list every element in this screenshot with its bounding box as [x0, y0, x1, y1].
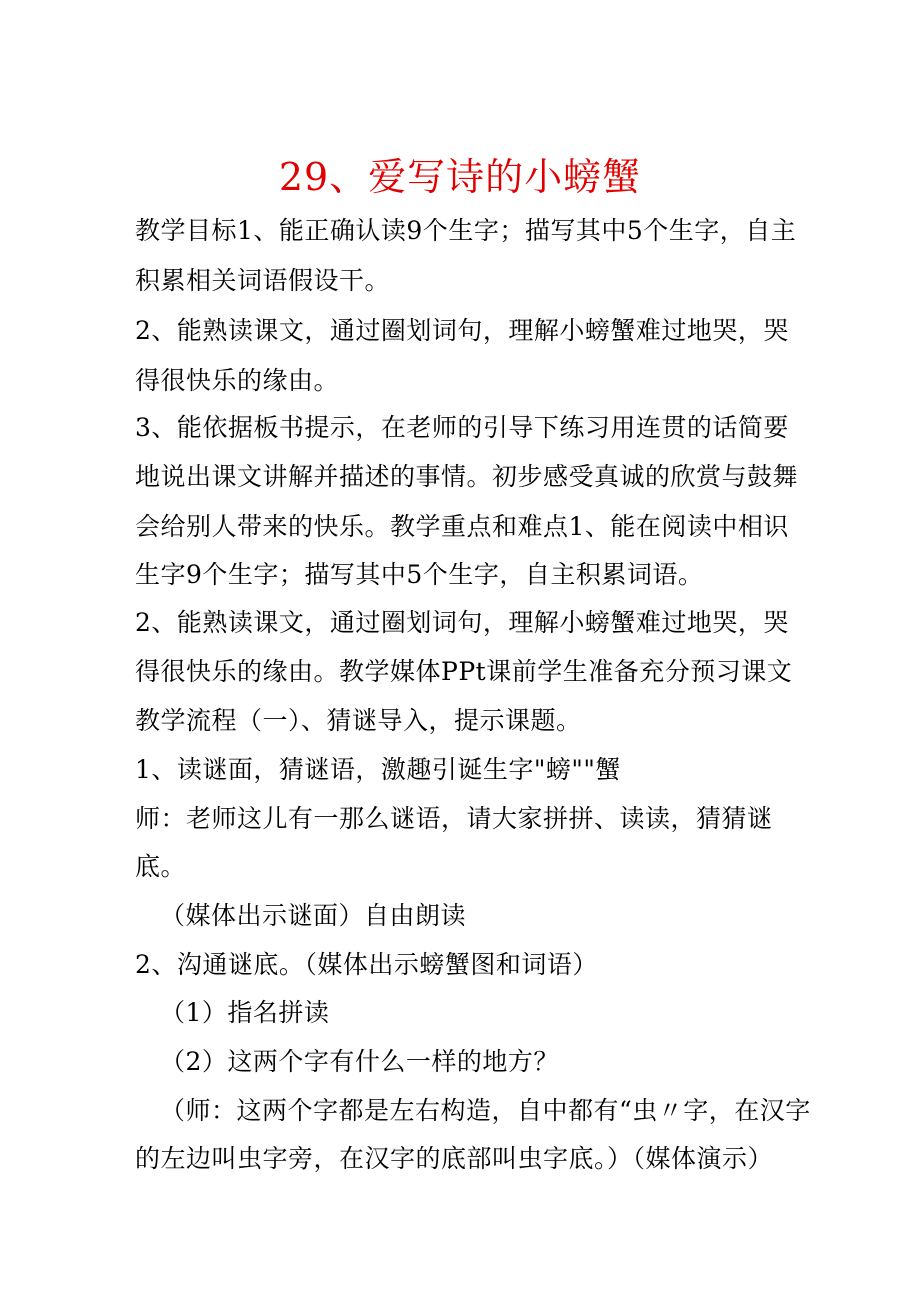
paragraph-line: 教学流程（一）、猜谜导入，提示课题。: [135, 706, 582, 735]
paragraph-line: 2、能熟读课文，通过圈划词句，理解小螃蟹难过地哭，哭: [135, 608, 789, 637]
paragraph-line: 积累相关词语假设干。: [135, 266, 391, 295]
paragraph-line: 得很快乐的缘由。: [135, 366, 340, 395]
paragraph-line: （1）指名拼读: [160, 998, 330, 1027]
paragraph-line: 2、沟通谜底。（媒体出示螃蟹图和词语）: [135, 950, 598, 979]
paragraph-line: （2）这两个字有什么一样的地方？: [160, 1047, 559, 1076]
document-title: 29、爱写诗的小螃蟹: [278, 155, 642, 199]
paragraph-line: 1、读谜面，猜谜语，激趣引诞生字"螃""蟹: [135, 755, 621, 784]
paragraph-line: 3、能依据板书提示，在老师的引导下练习用连贯的话简要: [135, 413, 789, 442]
paragraph-line: （师：这两个字都是左右构造，自中都有“虫〃字，在汉字: [160, 1096, 811, 1125]
paragraph-line: （媒体出示谜面）自由朗读: [160, 901, 467, 930]
paragraph-line: 2、能熟读课文，通过圈划词句，理解小螃蟹难过地哭，哭: [135, 316, 789, 345]
paragraph-line: 生字9个生字；描写其中5个生字，自主积累词语。: [135, 560, 704, 589]
paragraph-line: 得很快乐的缘由。教学媒体PPt课前学生准备充分预习课文: [135, 657, 793, 686]
paragraph-line: 师：老师这儿有一那么谜语，请大家拼拼、读读，猜猜谜: [135, 804, 773, 833]
paragraph-line: 的左边叫虫字旁，在汉字的底部叫虫字底。）（媒体演示）: [135, 1144, 774, 1173]
paragraph-line: 底。: [135, 852, 187, 881]
paragraph-line: 会给别人带来的快乐。教学重点和难点1、能在阅读中相识: [135, 512, 789, 541]
paragraph-line: 教学目标1、能正确认读9个生字；描写其中5个生字，自主: [135, 216, 797, 245]
paragraph-line: 地说出课文讲解并描述的事情。初步感受真诚的欣赏与鼓舞: [135, 462, 799, 491]
